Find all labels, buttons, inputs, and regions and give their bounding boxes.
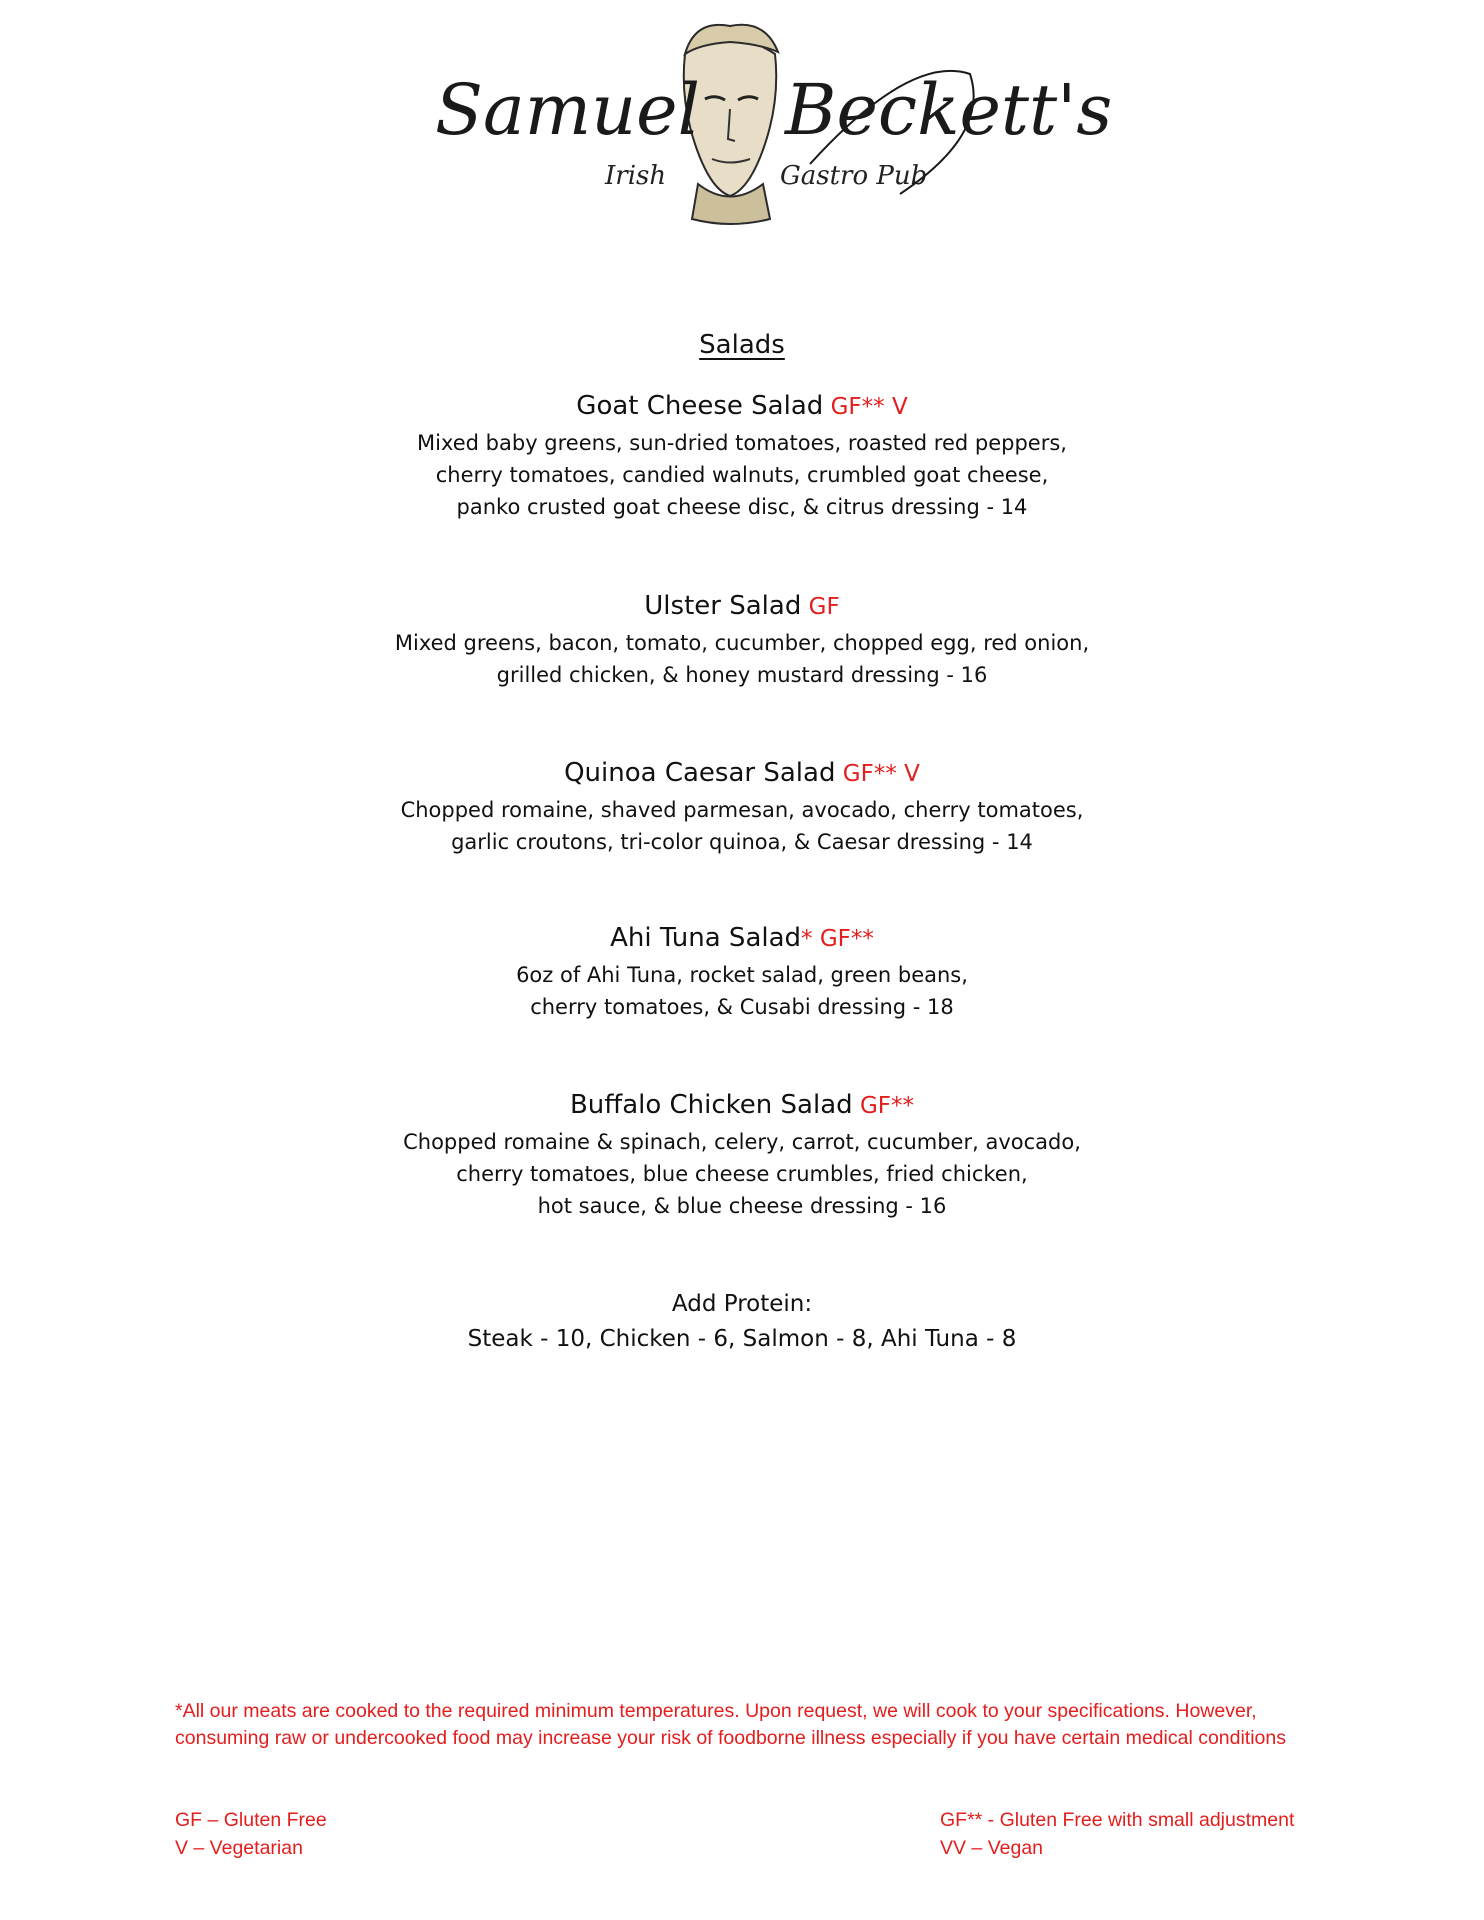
item-name: Ulster Salad	[644, 591, 802, 621]
item-description-line: Mixed baby greens, sun-dried tomatoes, roasted red peppers,	[417, 431, 1067, 455]
menu-item	[0, 920, 1484, 1023]
item-description-line: cherry tomatoes, & Cusabi dressing - 18	[530, 995, 954, 1019]
section-title: Salads	[699, 330, 785, 360]
item-description-line: Mixed greens, bacon, tomato, cucumber, chopped egg, red onion,	[394, 631, 1090, 655]
item-title	[0, 920, 1484, 957]
diet-legend-left	[175, 1806, 327, 1862]
add-protein-prices: Steak - 10, Chicken - 6, Salmon - 8, Ahi Tuna - 8	[467, 1326, 1017, 1352]
food-safety-disclaimer: *All our meats are cooked to the required minimum temperatures. Upon request, we will cook to your specifications. However, consuming raw or undercooked food may increase your risk of foodborne illness especially if you have certain medical conditions	[175, 1700, 1286, 1749]
menu-item	[0, 755, 1484, 858]
item-description-line: 6oz of Ahi Tuna, rocket salad, green beans,	[516, 963, 968, 987]
menu-item	[0, 588, 1484, 691]
item-title	[0, 1087, 1484, 1124]
item-name: Ahi Tuna Salad	[610, 923, 802, 953]
item-description-line: garlic croutons, tri-color quinoa, & Caesar dressing - 14	[451, 830, 1033, 854]
item-title	[0, 388, 1484, 425]
menu-item	[0, 1087, 1484, 1222]
item-name: Quinoa Caesar Salad	[564, 758, 836, 788]
menu-item	[0, 388, 1484, 523]
legend-vv: VV – Vegan	[940, 1837, 1044, 1859]
item-name: Goat Cheese Salad	[576, 391, 824, 421]
add-protein-title: Add Protein:	[671, 1291, 813, 1317]
svg-text:Gastro Pub: Gastro Pub	[780, 161, 928, 191]
item-description-line: cherry tomatoes, candied walnuts, crumbled goat cheese,	[435, 463, 1049, 487]
diet-tags: GF	[801, 594, 840, 620]
diet-tags: GF** V	[835, 761, 920, 787]
item-description-line: hot sauce, & blue cheese dressing - 16	[537, 1194, 947, 1218]
legend-gf: GF – Gluten Free	[175, 1809, 327, 1831]
svg-text:Beckett's: Beckett's	[785, 69, 1113, 151]
item-description-line: grilled chicken, & honey mustard dressing - 16	[496, 663, 988, 687]
diet-legend-right	[940, 1806, 1294, 1862]
item-description-line: Chopped romaine & spinach, celery, carrot, cucumber, avocado,	[403, 1130, 1081, 1154]
item-name: Buffalo Chicken Salad	[569, 1090, 853, 1120]
diet-tags: * GF**	[801, 926, 874, 952]
item-title	[0, 755, 1484, 792]
restaurant-logo	[430, 14, 1113, 239]
item-description-line: panko crusted goat cheese disc, & citrus dressing - 14	[456, 495, 1028, 519]
diet-tags: GF**	[852, 1093, 915, 1119]
svg-text:Samuel: Samuel	[435, 69, 700, 151]
legend-gf-adjustment: GF** - Gluten Free with small adjustment	[940, 1809, 1295, 1831]
item-description-line: cherry tomatoes, blue cheese crumbles, fried chicken,	[456, 1162, 1028, 1186]
item-title	[0, 588, 1484, 625]
svg-text:Irish: Irish	[605, 161, 667, 191]
diet-tags: GF** V	[823, 394, 908, 420]
salads-menu	[0, 330, 1484, 1357]
item-description-line: Chopped romaine, shaved parmesan, avocado, cherry tomatoes,	[400, 798, 1084, 822]
legend-v: V – Vegetarian	[175, 1837, 303, 1859]
